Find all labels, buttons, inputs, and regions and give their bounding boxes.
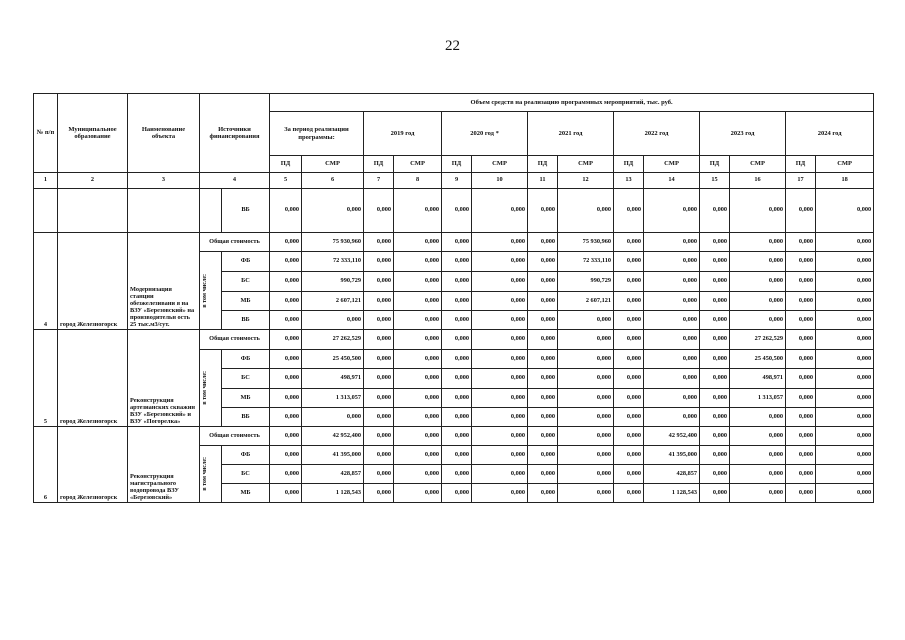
value-cell: 0,000 bbox=[644, 369, 700, 389]
value-cell: 0,000 bbox=[528, 369, 558, 389]
value-cell: 0,000 bbox=[700, 233, 730, 252]
value-cell: 0,000 bbox=[614, 189, 644, 233]
header-period: 2022 год bbox=[614, 112, 700, 156]
header-smr: СМР bbox=[816, 156, 874, 173]
value-cell: 0,000 bbox=[442, 465, 472, 484]
value-cell: 0,000 bbox=[700, 189, 730, 233]
value-cell: 25 450,500 bbox=[302, 350, 364, 369]
value-cell: 0,000 bbox=[558, 427, 614, 446]
value-cell: 0,000 bbox=[614, 252, 644, 272]
total-label: Общая стоимость bbox=[200, 233, 270, 252]
value-cell: 0,000 bbox=[394, 272, 442, 292]
value-cell: 0,000 bbox=[442, 446, 472, 465]
municipality-cell bbox=[58, 189, 128, 233]
value-cell: 0,000 bbox=[700, 427, 730, 446]
municipality-cell: город Железногорск bbox=[58, 427, 128, 503]
table-row bbox=[34, 189, 874, 233]
object-cell: Модернизация станции обезжелезивани я на ВЗУ «Березовский» на производительн ость 25 тыс.м3/сут. bbox=[128, 233, 200, 330]
object-cell bbox=[128, 189, 200, 233]
value-cell: 0,000 bbox=[442, 189, 472, 233]
value-cell: 41 395,000 bbox=[644, 446, 700, 465]
value-cell: 0,000 bbox=[816, 330, 874, 350]
value-cell: 0,000 bbox=[472, 330, 528, 350]
value-cell: 0,000 bbox=[558, 350, 614, 369]
value-cell: 0,000 bbox=[364, 408, 394, 427]
value-cell: 0,000 bbox=[472, 272, 528, 292]
value-cell: 0,000 bbox=[394, 330, 442, 350]
source-cell: БС bbox=[222, 465, 270, 484]
value-cell: 0,000 bbox=[730, 484, 786, 503]
value-cell: 0,000 bbox=[644, 408, 700, 427]
value-cell: 0,000 bbox=[786, 427, 816, 446]
value-cell: 0,000 bbox=[700, 446, 730, 465]
source-cell: ВБ bbox=[222, 408, 270, 427]
value-cell: 0,000 bbox=[394, 427, 442, 446]
column-number: 3 bbox=[128, 173, 200, 189]
incl-cell bbox=[200, 446, 222, 503]
value-cell: 0,000 bbox=[394, 252, 442, 272]
value-cell: 0,000 bbox=[528, 233, 558, 252]
object-cell: Реконструкция артезианских скважин ВЗУ «Березовский» и ВЗУ «Погорелка» bbox=[128, 330, 200, 427]
value-cell: 0,000 bbox=[528, 465, 558, 484]
value-cell: 0,000 bbox=[786, 330, 816, 350]
value-cell: 0,000 bbox=[730, 427, 786, 446]
header-col-object: Наименование объекта bbox=[128, 94, 200, 173]
value-cell: 0,000 bbox=[472, 233, 528, 252]
value-cell: 0,000 bbox=[614, 272, 644, 292]
column-number: 13 bbox=[614, 173, 644, 189]
value-cell: 42 952,400 bbox=[644, 427, 700, 446]
value-cell: 0,000 bbox=[816, 252, 874, 272]
column-number: 5 bbox=[270, 173, 302, 189]
value-cell: 0,000 bbox=[528, 350, 558, 369]
value-cell: 0,000 bbox=[786, 272, 816, 292]
header-period: 2021 год bbox=[528, 112, 614, 156]
value-cell: 0,000 bbox=[394, 189, 442, 233]
value-cell: 0,000 bbox=[472, 189, 528, 233]
value-cell: 0,000 bbox=[558, 465, 614, 484]
value-cell: 0,000 bbox=[442, 330, 472, 350]
value-cell: 0,000 bbox=[472, 446, 528, 465]
value-cell: 0,000 bbox=[730, 408, 786, 427]
value-cell: 0,000 bbox=[614, 233, 644, 252]
value-cell: 0,000 bbox=[558, 330, 614, 350]
value-cell: 0,000 bbox=[700, 311, 730, 330]
column-number: 11 bbox=[528, 173, 558, 189]
column-number: 17 bbox=[786, 173, 816, 189]
value-cell: 0,000 bbox=[786, 446, 816, 465]
header-smr: СМР bbox=[558, 156, 614, 173]
value-cell: 0,000 bbox=[816, 311, 874, 330]
source-cell: ФБ bbox=[222, 252, 270, 272]
value-cell: 0,000 bbox=[558, 389, 614, 408]
value-cell: 0,000 bbox=[786, 350, 816, 369]
value-cell: 0,000 bbox=[700, 292, 730, 311]
source-cell: МБ bbox=[222, 484, 270, 503]
value-cell: 0,000 bbox=[614, 311, 644, 330]
value-cell: 0,000 bbox=[700, 484, 730, 503]
value-cell: 0,000 bbox=[528, 389, 558, 408]
value-cell: 0,000 bbox=[364, 189, 394, 233]
value-cell: 0,000 bbox=[730, 311, 786, 330]
value-cell: 0,000 bbox=[442, 427, 472, 446]
object-cell: Реконструкция магистрального водопровода ВЗУ «Березовский» bbox=[128, 427, 200, 503]
value-cell: 0,000 bbox=[644, 233, 700, 252]
value-cell: 0,000 bbox=[364, 446, 394, 465]
table-row bbox=[34, 233, 874, 252]
value-cell: 0,000 bbox=[816, 369, 874, 389]
value-cell: 0,000 bbox=[614, 350, 644, 369]
value-cell: 0,000 bbox=[270, 292, 302, 311]
value-cell: 0,000 bbox=[364, 389, 394, 408]
value-cell: 0,000 bbox=[472, 427, 528, 446]
value-cell: 0,000 bbox=[730, 252, 786, 272]
header-period: 2020 год * bbox=[442, 112, 528, 156]
column-number: 1 bbox=[34, 173, 58, 189]
value-cell: 0,000 bbox=[270, 484, 302, 503]
value-cell: 0,000 bbox=[528, 427, 558, 446]
value-cell: 0,000 bbox=[816, 446, 874, 465]
value-cell: 990,729 bbox=[302, 272, 364, 292]
value-cell: 0,000 bbox=[364, 369, 394, 389]
value-cell: 0,000 bbox=[786, 252, 816, 272]
value-cell: 0,000 bbox=[394, 484, 442, 503]
value-cell: 0,000 bbox=[394, 389, 442, 408]
header-volume-title: Объем средств на реализацию программных мероприятий, тыс. руб. bbox=[270, 94, 874, 112]
header-period: 2019 год bbox=[364, 112, 442, 156]
value-cell: 0,000 bbox=[394, 465, 442, 484]
column-number: 18 bbox=[816, 173, 874, 189]
value-cell: 0,000 bbox=[614, 465, 644, 484]
value-cell: 27 262,529 bbox=[730, 330, 786, 350]
value-cell: 0,000 bbox=[816, 189, 874, 233]
value-cell: 0,000 bbox=[364, 465, 394, 484]
header-col-no: № п/п bbox=[34, 94, 58, 173]
header-smr: СМР bbox=[394, 156, 442, 173]
value-cell: 0,000 bbox=[816, 484, 874, 503]
source-cell: БС bbox=[222, 272, 270, 292]
value-cell: 0,000 bbox=[730, 465, 786, 484]
value-cell: 0,000 bbox=[442, 233, 472, 252]
value-cell: 0,000 bbox=[528, 484, 558, 503]
value-cell: 0,000 bbox=[472, 311, 528, 330]
value-cell: 0,000 bbox=[816, 292, 874, 311]
value-cell: 0,000 bbox=[270, 233, 302, 252]
value-cell: 498,971 bbox=[302, 369, 364, 389]
value-cell: 0,000 bbox=[644, 189, 700, 233]
value-cell: 0,000 bbox=[270, 272, 302, 292]
incl-cell bbox=[200, 252, 222, 330]
value-cell: 0,000 bbox=[816, 408, 874, 427]
value-cell: 0,000 bbox=[472, 389, 528, 408]
table-row bbox=[34, 427, 874, 446]
value-cell: 0,000 bbox=[816, 427, 874, 446]
header-col-sources: Источники финансирования bbox=[200, 94, 270, 173]
value-cell: 0,000 bbox=[644, 272, 700, 292]
value-cell: 0,000 bbox=[528, 408, 558, 427]
value-cell: 0,000 bbox=[614, 408, 644, 427]
no-cell: 4 bbox=[34, 233, 58, 330]
value-cell: 0,000 bbox=[558, 408, 614, 427]
value-cell: 0,000 bbox=[394, 233, 442, 252]
value-cell: 0,000 bbox=[700, 252, 730, 272]
value-cell: 0,000 bbox=[700, 465, 730, 484]
value-cell: 0,000 bbox=[786, 389, 816, 408]
value-cell: 0,000 bbox=[786, 484, 816, 503]
value-cell: 428,857 bbox=[302, 465, 364, 484]
header-period: 2024 год bbox=[786, 112, 874, 156]
value-cell: 0,000 bbox=[442, 292, 472, 311]
value-cell: 0,000 bbox=[270, 252, 302, 272]
value-cell: 0,000 bbox=[270, 427, 302, 446]
value-cell: 75 930,960 bbox=[558, 233, 614, 252]
header-pd: ПД bbox=[786, 156, 816, 173]
incl-cell bbox=[200, 189, 222, 233]
value-cell: 0,000 bbox=[558, 189, 614, 233]
source-cell: МБ bbox=[222, 292, 270, 311]
value-cell: 0,000 bbox=[472, 465, 528, 484]
value-cell: 0,000 bbox=[700, 272, 730, 292]
header-smr: СМР bbox=[730, 156, 786, 173]
value-cell: 0,000 bbox=[270, 389, 302, 408]
value-cell: 1 313,057 bbox=[730, 389, 786, 408]
value-cell: 498,971 bbox=[730, 369, 786, 389]
total-label: Общая стоимость bbox=[200, 427, 270, 446]
incl-cell bbox=[200, 350, 222, 427]
value-cell: 0,000 bbox=[472, 252, 528, 272]
column-number: 6 bbox=[302, 173, 364, 189]
value-cell: 0,000 bbox=[364, 427, 394, 446]
value-cell: 0,000 bbox=[558, 484, 614, 503]
column-number: 10 bbox=[472, 173, 528, 189]
value-cell: 0,000 bbox=[528, 311, 558, 330]
value-cell: 42 952,400 bbox=[302, 427, 364, 446]
value-cell: 0,000 bbox=[730, 446, 786, 465]
column-number: 16 bbox=[730, 173, 786, 189]
value-cell: 0,000 bbox=[442, 252, 472, 272]
value-cell: 0,000 bbox=[730, 189, 786, 233]
header-pd: ПД bbox=[700, 156, 730, 173]
value-cell: 27 262,529 bbox=[302, 330, 364, 350]
value-cell: 75 930,960 bbox=[302, 233, 364, 252]
value-cell: 72 333,110 bbox=[558, 252, 614, 272]
value-cell: 0,000 bbox=[364, 272, 394, 292]
value-cell: 0,000 bbox=[364, 330, 394, 350]
table-row bbox=[34, 330, 874, 350]
value-cell: 0,000 bbox=[700, 330, 730, 350]
value-cell: 0,000 bbox=[270, 189, 302, 233]
no-cell bbox=[34, 189, 58, 233]
value-cell: 2 607,121 bbox=[302, 292, 364, 311]
value-cell: 0,000 bbox=[786, 465, 816, 484]
value-cell: 0,000 bbox=[364, 252, 394, 272]
value-cell: 0,000 bbox=[700, 408, 730, 427]
value-cell: 0,000 bbox=[270, 369, 302, 389]
value-cell: 0,000 bbox=[614, 369, 644, 389]
value-cell: 0,000 bbox=[442, 484, 472, 503]
value-cell: 0,000 bbox=[270, 350, 302, 369]
source-cell: БС bbox=[222, 369, 270, 389]
header-pd: ПД bbox=[442, 156, 472, 173]
value-cell: 72 333,110 bbox=[302, 252, 364, 272]
value-cell: 0,000 bbox=[302, 311, 364, 330]
value-cell: 1 128,543 bbox=[644, 484, 700, 503]
value-cell: 0,000 bbox=[442, 389, 472, 408]
value-cell: 0,000 bbox=[394, 369, 442, 389]
source-cell: ВБ bbox=[222, 189, 270, 233]
value-cell: 0,000 bbox=[644, 330, 700, 350]
header-period: За период реализации программы: bbox=[270, 112, 364, 156]
no-cell: 5 bbox=[34, 330, 58, 427]
value-cell: 1 128,543 bbox=[302, 484, 364, 503]
value-cell: 0,000 bbox=[700, 389, 730, 408]
value-cell: 0,000 bbox=[270, 330, 302, 350]
value-cell: 0,000 bbox=[558, 369, 614, 389]
value-cell: 0,000 bbox=[442, 311, 472, 330]
header-pd: ПД bbox=[364, 156, 394, 173]
municipality-cell: город Железногорск bbox=[58, 330, 128, 427]
column-number: 9 bbox=[442, 173, 472, 189]
value-cell: 0,000 bbox=[394, 311, 442, 330]
value-cell: 0,000 bbox=[700, 350, 730, 369]
header-pd: ПД bbox=[528, 156, 558, 173]
value-cell: 0,000 bbox=[364, 233, 394, 252]
value-cell: 41 395,000 bbox=[302, 446, 364, 465]
no-cell: 6 bbox=[34, 427, 58, 503]
value-cell: 0,000 bbox=[644, 252, 700, 272]
column-number: 14 bbox=[644, 173, 700, 189]
value-cell: 0,000 bbox=[394, 350, 442, 369]
value-cell: 0,000 bbox=[528, 189, 558, 233]
value-cell: 0,000 bbox=[816, 389, 874, 408]
value-cell: 0,000 bbox=[614, 484, 644, 503]
value-cell: 0,000 bbox=[442, 350, 472, 369]
value-cell: 0,000 bbox=[472, 408, 528, 427]
value-cell: 0,000 bbox=[442, 408, 472, 427]
financing-table bbox=[33, 93, 874, 503]
header-pd: ПД bbox=[614, 156, 644, 173]
source-cell: ФБ bbox=[222, 350, 270, 369]
value-cell: 0,000 bbox=[644, 389, 700, 408]
value-cell: 0,000 bbox=[614, 292, 644, 311]
source-cell: МБ bbox=[222, 389, 270, 408]
value-cell: 0,000 bbox=[394, 408, 442, 427]
value-cell: 0,000 bbox=[270, 446, 302, 465]
incl-label: в том числе: bbox=[202, 273, 208, 308]
municipality-cell: город Железногорск bbox=[58, 233, 128, 330]
column-number: 8 bbox=[394, 173, 442, 189]
value-cell: 0,000 bbox=[394, 446, 442, 465]
column-number: 4 bbox=[200, 173, 270, 189]
value-cell: 0,000 bbox=[786, 233, 816, 252]
value-cell: 0,000 bbox=[528, 272, 558, 292]
value-cell: 0,000 bbox=[786, 311, 816, 330]
value-cell: 25 450,500 bbox=[730, 350, 786, 369]
column-number: 15 bbox=[700, 173, 730, 189]
value-cell: 0,000 bbox=[472, 292, 528, 311]
value-cell: 0,000 bbox=[614, 446, 644, 465]
header-smr: СМР bbox=[472, 156, 528, 173]
value-cell: 0,000 bbox=[528, 252, 558, 272]
value-cell: 0,000 bbox=[816, 233, 874, 252]
value-cell: 0,000 bbox=[816, 272, 874, 292]
value-cell: 0,000 bbox=[558, 446, 614, 465]
value-cell: 0,000 bbox=[816, 465, 874, 484]
value-cell: 0,000 bbox=[700, 369, 730, 389]
value-cell: 0,000 bbox=[302, 408, 364, 427]
value-cell: 0,000 bbox=[364, 292, 394, 311]
value-cell: 0,000 bbox=[644, 311, 700, 330]
source-cell: ФБ bbox=[222, 446, 270, 465]
value-cell: 0,000 bbox=[614, 330, 644, 350]
value-cell: 0,000 bbox=[528, 330, 558, 350]
header-smr: СМР bbox=[302, 156, 364, 173]
value-cell: 0,000 bbox=[442, 369, 472, 389]
incl-label: в том числе: bbox=[202, 371, 208, 405]
value-cell: 990,729 bbox=[558, 272, 614, 292]
value-cell: 0,000 bbox=[270, 311, 302, 330]
header-col-municipality: Муниципальное образование bbox=[58, 94, 128, 173]
header-smr: СМР bbox=[644, 156, 700, 173]
value-cell: 0,000 bbox=[364, 350, 394, 369]
column-number: 7 bbox=[364, 173, 394, 189]
value-cell: 0,000 bbox=[270, 465, 302, 484]
value-cell: 0,000 bbox=[364, 311, 394, 330]
value-cell: 0,000 bbox=[730, 292, 786, 311]
value-cell: 0,000 bbox=[644, 292, 700, 311]
value-cell: 0,000 bbox=[786, 292, 816, 311]
value-cell: 0,000 bbox=[644, 350, 700, 369]
value-cell: 0,000 bbox=[730, 233, 786, 252]
header-pd: ПД bbox=[270, 156, 302, 173]
value-cell: 428,857 bbox=[644, 465, 700, 484]
value-cell: 1 313,057 bbox=[302, 389, 364, 408]
value-cell: 0,000 bbox=[786, 408, 816, 427]
value-cell: 0,000 bbox=[364, 484, 394, 503]
value-cell: 0,000 bbox=[614, 427, 644, 446]
value-cell: 0,000 bbox=[302, 189, 364, 233]
value-cell: 2 607,121 bbox=[558, 292, 614, 311]
value-cell: 0,000 bbox=[816, 350, 874, 369]
column-number: 2 bbox=[58, 173, 128, 189]
total-label: Общая стоимость bbox=[200, 330, 270, 350]
value-cell: 0,000 bbox=[394, 292, 442, 311]
value-cell: 0,000 bbox=[614, 389, 644, 408]
value-cell: 0,000 bbox=[528, 446, 558, 465]
value-cell: 0,000 bbox=[558, 311, 614, 330]
value-cell: 0,000 bbox=[270, 408, 302, 427]
value-cell: 0,000 bbox=[786, 189, 816, 233]
header-period: 2023 год bbox=[700, 112, 786, 156]
column-number: 12 bbox=[558, 173, 614, 189]
value-cell: 0,000 bbox=[472, 369, 528, 389]
page-number: 22 bbox=[445, 38, 460, 54]
value-cell: 0,000 bbox=[528, 292, 558, 311]
value-cell: 0,000 bbox=[472, 484, 528, 503]
value-cell: 0,000 bbox=[472, 350, 528, 369]
value-cell: 0,000 bbox=[786, 369, 816, 389]
value-cell: 0,000 bbox=[442, 272, 472, 292]
source-cell: ВБ bbox=[222, 311, 270, 330]
incl-label: в том числе: bbox=[202, 457, 208, 491]
value-cell: 0,000 bbox=[730, 272, 786, 292]
